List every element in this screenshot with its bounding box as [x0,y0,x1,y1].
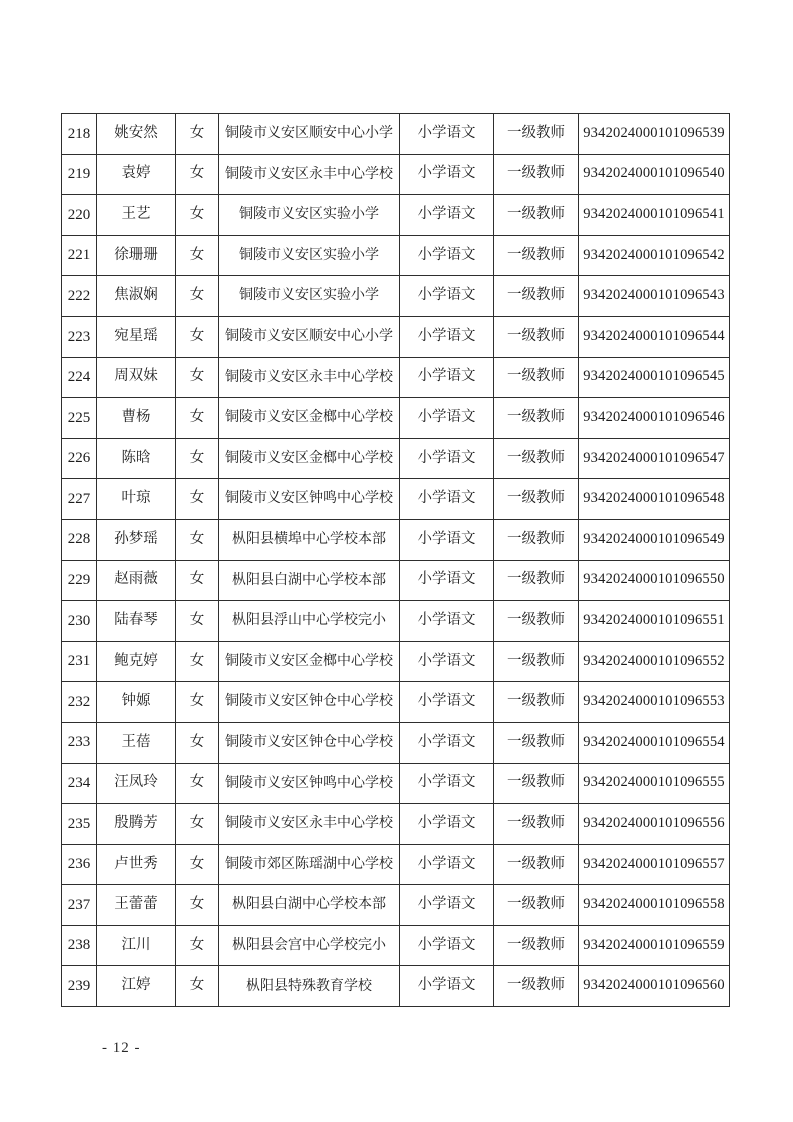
cell-cert_no: 9342024000101096547 [579,438,730,479]
cell-name: 袁婷 [97,154,176,195]
cell-no: 239 [62,966,97,1007]
cell-name: 宛星瑶 [97,316,176,357]
cell-title: 一级教师 [494,316,579,357]
cell-name: 赵雨薇 [97,560,176,601]
table-row [62,276,730,317]
cell-gender: 女 [176,560,219,601]
cell-subject: 小学语文 [400,114,494,155]
cell-cert_no: 9342024000101096556 [579,804,730,845]
cell-name: 鲍克婷 [97,641,176,682]
cell-school: 枞阳县会宫中心学校完小 [219,925,400,966]
cell-subject: 小学语文 [400,519,494,560]
cell-title: 一级教师 [494,844,579,885]
cell-school: 枞阳县特殊教育学校 [219,966,400,1007]
cell-no: 228 [62,519,97,560]
table-row [62,722,730,763]
cell-school: 枞阳县横埠中心学校本部 [219,519,400,560]
cell-title: 一级教师 [494,763,579,804]
page-number: - 12 - [102,1040,141,1056]
cell-cert_no: 9342024000101096560 [579,966,730,1007]
cell-no: 233 [62,722,97,763]
table-row [62,641,730,682]
cell-school: 枞阳县白湖中心学校本部 [219,885,400,926]
cell-gender: 女 [176,601,219,642]
cell-name: 孙梦瑶 [97,519,176,560]
cell-name: 江川 [97,925,176,966]
cell-title: 一级教师 [494,276,579,317]
cell-subject: 小学语文 [400,925,494,966]
cell-school: 铜陵市义安区永丰中心学校 [219,804,400,845]
cell-subject: 小学语文 [400,601,494,642]
cell-subject: 小学语文 [400,316,494,357]
cell-title: 一级教师 [494,601,579,642]
table-row [62,519,730,560]
table-row [62,114,730,155]
cell-gender: 女 [176,195,219,236]
cell-title: 一级教师 [494,682,579,723]
cell-name: 殷腾芳 [97,804,176,845]
cell-name: 王蕾蕾 [97,885,176,926]
cell-no: 235 [62,804,97,845]
table-row [62,885,730,926]
cell-title: 一级教师 [494,966,579,1007]
cell-school: 铜陵市义安区钟鸣中心学校 [219,479,400,520]
cell-gender: 女 [176,844,219,885]
table-row [62,316,730,357]
cell-title: 一级教师 [494,722,579,763]
cell-gender: 女 [176,114,219,155]
cell-subject: 小学语文 [400,722,494,763]
cell-name: 姚安然 [97,114,176,155]
cell-school: 铜陵市义安区实验小学 [219,276,400,317]
cell-no: 220 [62,195,97,236]
cell-cert_no: 9342024000101096551 [579,601,730,642]
cell-cert_no: 9342024000101096546 [579,398,730,439]
cell-school: 铜陵市义安区金榔中心学校 [219,641,400,682]
cell-no: 223 [62,316,97,357]
cell-title: 一级教师 [494,519,579,560]
cell-subject: 小学语文 [400,235,494,276]
cell-gender: 女 [176,316,219,357]
cell-title: 一级教师 [494,804,579,845]
cell-cert_no: 9342024000101096550 [579,560,730,601]
cell-no: 219 [62,154,97,195]
cell-cert_no: 9342024000101096548 [579,479,730,520]
cell-school: 铜陵市义安区永丰中心学校 [219,154,400,195]
cell-gender: 女 [176,885,219,926]
cell-title: 一级教师 [494,641,579,682]
cell-subject: 小学语文 [400,276,494,317]
cell-title: 一级教师 [494,154,579,195]
cell-name: 王艺 [97,195,176,236]
cell-name: 周双妹 [97,357,176,398]
cell-cert_no: 9342024000101096542 [579,235,730,276]
cell-name: 徐珊珊 [97,235,176,276]
table-row [62,844,730,885]
cell-no: 226 [62,438,97,479]
cell-cert_no: 9342024000101096541 [579,195,730,236]
cell-gender: 女 [176,438,219,479]
cell-school: 铜陵市义安区顺安中心小学 [219,114,400,155]
cell-cert_no: 9342024000101096557 [579,844,730,885]
cell-school: 枞阳县浮山中心学校完小 [219,601,400,642]
cell-subject: 小学语文 [400,560,494,601]
cell-gender: 女 [176,763,219,804]
cell-name: 钟嫄 [97,682,176,723]
table-row [62,925,730,966]
cell-gender: 女 [176,966,219,1007]
cell-school: 铜陵市义安区永丰中心学校 [219,357,400,398]
cell-no: 221 [62,235,97,276]
cell-cert_no: 9342024000101096554 [579,722,730,763]
cell-name: 汪凤玲 [97,763,176,804]
cell-gender: 女 [176,641,219,682]
cell-name: 陈晗 [97,438,176,479]
cell-gender: 女 [176,519,219,560]
cell-no: 222 [62,276,97,317]
cell-subject: 小学语文 [400,966,494,1007]
cell-gender: 女 [176,398,219,439]
cell-subject: 小学语文 [400,398,494,439]
cell-gender: 女 [176,235,219,276]
cell-cert_no: 9342024000101096555 [579,763,730,804]
cell-cert_no: 9342024000101096543 [579,276,730,317]
cell-no: 232 [62,682,97,723]
cell-subject: 小学语文 [400,438,494,479]
cell-no: 224 [62,357,97,398]
cell-name: 陆春琴 [97,601,176,642]
table-row [62,560,730,601]
table-row [62,763,730,804]
cell-school: 铜陵市义安区钟仓中心学校 [219,722,400,763]
cell-subject: 小学语文 [400,844,494,885]
cell-no: 237 [62,885,97,926]
cell-school: 铜陵市义安区金榔中心学校 [219,438,400,479]
cell-subject: 小学语文 [400,804,494,845]
cell-cert_no: 9342024000101096559 [579,925,730,966]
cell-no: 238 [62,925,97,966]
cell-name: 叶琼 [97,479,176,520]
cell-school: 铜陵市义安区实验小学 [219,195,400,236]
cell-gender: 女 [176,479,219,520]
cell-subject: 小学语文 [400,154,494,195]
table-row [62,357,730,398]
cell-subject: 小学语文 [400,763,494,804]
cell-gender: 女 [176,154,219,195]
cell-cert_no: 9342024000101096545 [579,357,730,398]
cell-no: 218 [62,114,97,155]
cell-title: 一级教师 [494,195,579,236]
cell-gender: 女 [176,357,219,398]
table-row [62,804,730,845]
cell-school: 枞阳县白湖中心学校本部 [219,560,400,601]
cell-cert_no: 9342024000101096539 [579,114,730,155]
cell-title: 一级教师 [494,560,579,601]
cell-cert_no: 9342024000101096552 [579,641,730,682]
cell-subject: 小学语文 [400,885,494,926]
cell-name: 江婷 [97,966,176,1007]
teacher-table-body [62,114,730,1007]
cell-subject: 小学语文 [400,479,494,520]
cell-title: 一级教师 [494,398,579,439]
cell-subject: 小学语文 [400,195,494,236]
cell-cert_no: 9342024000101096540 [579,154,730,195]
cell-no: 236 [62,844,97,885]
cell-title: 一级教师 [494,114,579,155]
table-row [62,154,730,195]
cell-gender: 女 [176,925,219,966]
cell-no: 225 [62,398,97,439]
cell-gender: 女 [176,722,219,763]
cell-cert_no: 9342024000101096544 [579,316,730,357]
table-row [62,479,730,520]
cell-school: 铜陵市义安区顺安中心小学 [219,316,400,357]
cell-title: 一级教师 [494,885,579,926]
cell-gender: 女 [176,682,219,723]
table-row [62,398,730,439]
cell-no: 230 [62,601,97,642]
cell-cert_no: 9342024000101096558 [579,885,730,926]
cell-subject: 小学语文 [400,357,494,398]
cell-no: 229 [62,560,97,601]
table-row [62,966,730,1007]
cell-name: 卢世秀 [97,844,176,885]
cell-title: 一级教师 [494,235,579,276]
table-row [62,682,730,723]
cell-cert_no: 9342024000101096549 [579,519,730,560]
cell-name: 王蓓 [97,722,176,763]
cell-gender: 女 [176,276,219,317]
cell-school: 铜陵市义安区钟鸣中心学校 [219,763,400,804]
cell-no: 231 [62,641,97,682]
table-row [62,601,730,642]
cell-school: 铜陵市郊区陈瑶湖中心学校 [219,844,400,885]
cell-title: 一级教师 [494,357,579,398]
cell-school: 铜陵市义安区实验小学 [219,235,400,276]
cell-name: 焦淑娴 [97,276,176,317]
cell-cert_no: 9342024000101096553 [579,682,730,723]
cell-school: 铜陵市义安区钟仓中心学校 [219,682,400,723]
cell-gender: 女 [176,804,219,845]
table-row [62,235,730,276]
cell-title: 一级教师 [494,925,579,966]
cell-subject: 小学语文 [400,641,494,682]
table-row [62,195,730,236]
cell-name: 曹杨 [97,398,176,439]
teacher-list-table [61,113,730,1007]
cell-title: 一级教师 [494,479,579,520]
cell-no: 227 [62,479,97,520]
cell-subject: 小学语文 [400,682,494,723]
cell-no: 234 [62,763,97,804]
cell-school: 铜陵市义安区金榔中心学校 [219,398,400,439]
cell-title: 一级教师 [494,438,579,479]
table-row [62,438,730,479]
